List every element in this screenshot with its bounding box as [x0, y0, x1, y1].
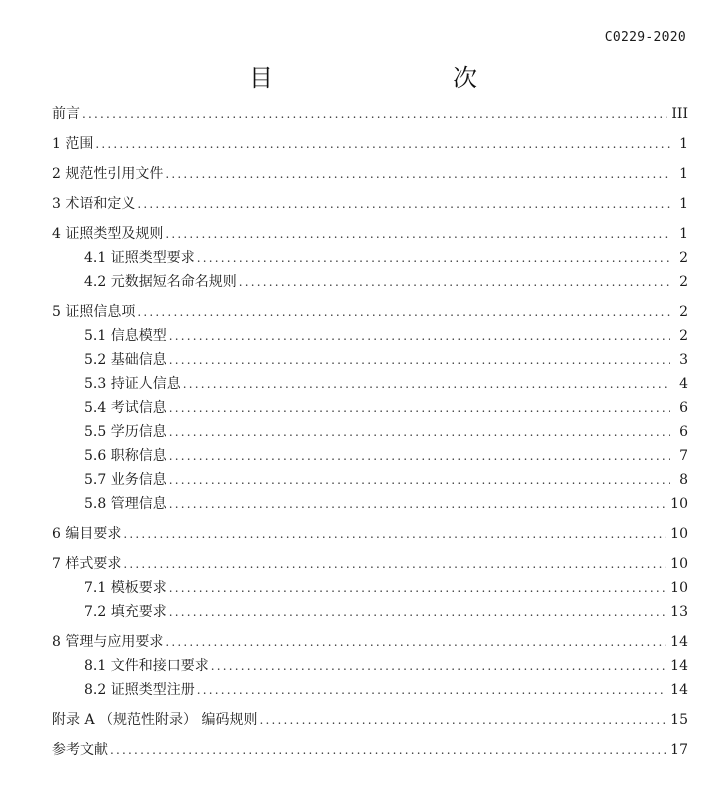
toc-dot-leader [165, 630, 666, 654]
toc-dot-leader [137, 192, 670, 216]
toc-dot-leader [123, 552, 666, 576]
toc-dot-leader [169, 324, 670, 348]
toc-dot-leader [169, 600, 666, 624]
toc-entry-page-number: 14 [670, 682, 688, 698]
toc-entry[interactable] [52, 738, 688, 762]
toc-entry-page-number: 6 [679, 424, 688, 440]
toc-entry-page-number: 10 [670, 496, 688, 512]
toc-entry-label: 5 证照信息项 [52, 304, 136, 320]
toc-entry-label: 8 管理与应用要求 [52, 634, 164, 650]
page-title: 目 次 [249, 64, 521, 92]
toc-dot-leader [169, 444, 670, 468]
toc-entry-label: 5.4 考试信息 [84, 400, 167, 416]
toc-entry-page-number: 6 [679, 400, 688, 416]
toc-entry-page-number: 2 [679, 328, 688, 344]
toc-entry-label: 4.2 元数据短名命名规则 [84, 274, 237, 290]
toc-entry-label: 附录 A （规范性附录） 编码规则 [52, 712, 258, 728]
toc-dot-leader [169, 348, 670, 372]
toc-entry[interactable] [52, 192, 688, 216]
toc-entry[interactable] [52, 222, 688, 246]
toc-entry-label: 参考文献 [52, 742, 108, 758]
toc-dot-leader [169, 468, 670, 492]
toc-entry-page-number: 8 [679, 472, 688, 488]
toc-entry[interactable] [52, 678, 688, 702]
toc-entry-page-number: 17 [670, 742, 688, 758]
toc-dot-leader [123, 522, 666, 546]
toc-entry[interactable] [52, 270, 688, 294]
toc-entry-page-number: 15 [670, 712, 688, 728]
toc-entry-page-number: 1 [679, 196, 688, 212]
toc-entry-page-number: 14 [670, 634, 688, 650]
toc-entry-label: 4 证照类型及规则 [52, 226, 164, 242]
toc-entry[interactable] [52, 552, 688, 576]
toc-entry[interactable] [52, 600, 688, 624]
toc-entry-page-number: 4 [679, 376, 688, 392]
toc-entry-label: 7 样式要求 [52, 556, 122, 572]
toc-dot-leader [169, 576, 666, 600]
toc-entry-label: 5.6 职称信息 [84, 448, 167, 464]
toc-entry[interactable] [52, 630, 688, 654]
toc-entry-label: 4.1 证照类型要求 [84, 250, 195, 266]
toc-entry-page-number: 10 [670, 526, 688, 542]
toc-entry-label: 2 规范性引用文件 [52, 166, 164, 182]
toc-dot-leader [137, 300, 670, 324]
toc-entry-page-number: III [671, 106, 688, 122]
toc-entry[interactable] [52, 654, 688, 678]
toc-entry-label: 5.1 信息模型 [84, 328, 167, 344]
toc-entry-label: 5.3 持证人信息 [84, 376, 181, 392]
toc-entry-page-number: 10 [670, 556, 688, 572]
toc-entry-label: 5.7 业务信息 [84, 472, 167, 488]
toc-entry[interactable] [52, 132, 688, 156]
toc-entry[interactable] [52, 468, 688, 492]
toc-dot-leader [183, 372, 670, 396]
toc-dot-leader [165, 162, 670, 186]
toc-entry-label: 7.1 模板要求 [84, 580, 167, 596]
toc-entry[interactable] [52, 102, 688, 126]
toc-entry-label: 5.8 管理信息 [84, 496, 167, 512]
toc-dot-leader [110, 738, 666, 762]
toc-dot-leader [95, 132, 670, 156]
toc-dot-leader [211, 654, 666, 678]
toc-dot-leader [169, 396, 670, 420]
toc-entry-page-number: 2 [679, 250, 688, 266]
toc-entry-page-number: 7 [679, 448, 688, 464]
toc-entry[interactable] [52, 324, 688, 348]
toc-entry[interactable] [52, 444, 688, 468]
toc-entry[interactable] [52, 300, 688, 324]
toc-dot-leader [239, 270, 670, 294]
toc-entry-label: 3 术语和定义 [52, 196, 136, 212]
toc-entry-label: 1 范围 [52, 136, 94, 152]
toc-entry[interactable] [52, 162, 688, 186]
toc-dot-leader [197, 678, 666, 702]
toc-dot-leader [82, 102, 667, 126]
toc-entry[interactable] [52, 522, 688, 546]
toc-dot-leader [169, 420, 670, 444]
toc-entry-page-number: 3 [679, 352, 688, 368]
toc-entry-label: 8.1 文件和接口要求 [84, 658, 209, 674]
toc-entry[interactable] [52, 576, 688, 600]
toc-entry-label: 5.5 学历信息 [84, 424, 167, 440]
toc-dot-leader [169, 492, 666, 516]
toc-entry-label: 6 编目要求 [52, 526, 122, 542]
toc-entry-page-number: 2 [679, 274, 688, 290]
toc-entry-page-number: 1 [679, 136, 688, 152]
toc-entry[interactable] [52, 420, 688, 444]
toc-entry-page-number: 1 [679, 226, 688, 242]
toc-entry-label: 前言 [52, 106, 80, 122]
toc-entry-label: 7.2 填充要求 [84, 604, 167, 620]
toc-entry[interactable] [52, 396, 688, 420]
toc-dot-leader [165, 222, 670, 246]
toc-entry-page-number: 2 [679, 304, 688, 320]
toc-entry[interactable] [52, 348, 688, 372]
toc-entry-page-number: 1 [679, 166, 688, 182]
toc-entry-label: 8.2 证照类型注册 [84, 682, 195, 698]
table-of-contents [52, 102, 688, 762]
toc-entry[interactable] [52, 246, 688, 270]
toc-dot-leader [197, 246, 670, 270]
toc-entry-label: 5.2 基础信息 [84, 352, 167, 368]
toc-entry-page-number: 10 [670, 580, 688, 596]
toc-entry[interactable] [52, 708, 688, 732]
document-code: C0229-2020 [604, 30, 686, 45]
toc-entry-page-number: 13 [670, 604, 688, 620]
toc-entry[interactable] [52, 492, 688, 516]
toc-entry[interactable] [52, 372, 688, 396]
toc-dot-leader [259, 708, 666, 732]
toc-entry-page-number: 14 [670, 658, 688, 674]
